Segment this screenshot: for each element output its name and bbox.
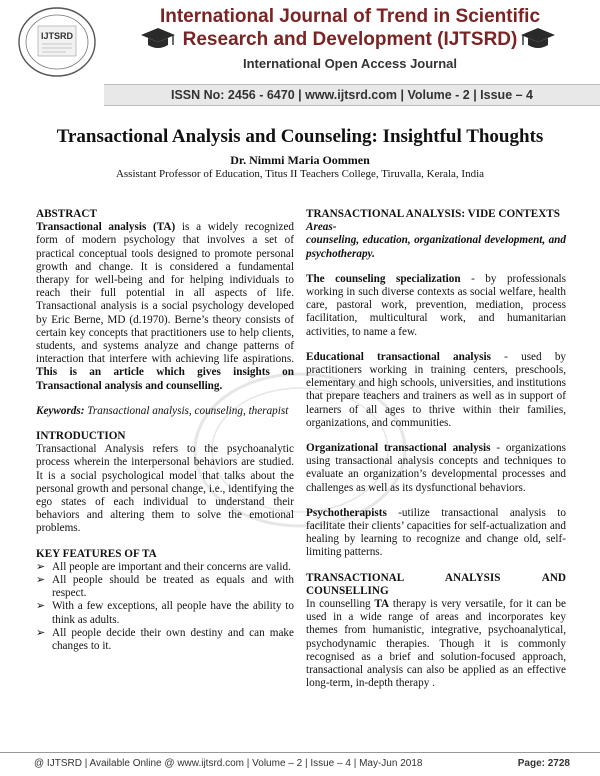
logo-text: IJTSRD [40,31,74,41]
paper-title: Transactional Analysis and Counseling: Insightful Thoughts [56,126,544,147]
keywords-label: Keywords: [36,404,85,417]
journal-title-line2: Research and Development (IJTSRD) [182,29,518,50]
list-item: ➢ All people should be treated as equals and with respect. [36,574,294,600]
counselling-text: In counselling TA therapy is very versatile, for it can be used in a wide range of areas and incorporates key themes from humanistic, integrative, psychoanalytical, psychodynamic therapies. Though it is commonly recognised as a brief and solution-focused approach, transactional analysis can also be applied as an effective long-term, in-depth therapy . [306,598,566,690]
footer-citation: @ IJTSRD | Available Online @ www.ijtsrd.com | Volume – 2 | Issue – 4 | May-Jun 2018 [34,758,423,769]
abstract-text [36,221,294,393]
list-item: ➢ All people decide their own destiny and can make changes to it. [36,626,294,653]
author-name: Dr. Nimmi Maria Oommen [230,153,370,167]
counselling-heading: TRANSACTIONAL ANALYSIS AND COUNSELLING [306,571,566,597]
areas-list: counseling, education, organizational development, and psychotherapy. [306,234,566,260]
page-footer [0,752,600,776]
abstract-closing: This is an article which gives insights on Transactional analysis and counselling. [36,366,294,392]
psychotherapists: Psychotherapists -utilize transactional analysis to facilitate their clients’ capacities for self-actualization and healing by learning to recognize and change old, self-limiting patterns. [306,506,566,559]
introduction-heading: INTRODUCTION [36,430,126,443]
key-features-heading: KEY FEATURES OF TA [36,547,157,560]
contexts-heading: TRANSACTIONAL ANALYSIS: VIDE CONTEXTS [306,208,560,220]
journal-header [0,0,600,88]
key-features-list [36,561,294,653]
left-column [36,208,294,653]
abstract-heading: ABSTRACT [36,208,97,220]
introduction-text: Transactional Analysis refers to the psychoanalytic process wherein the interpersonal behaviors are studied. It is a social psychological model that talks about the personal growth and personal change, i.e., identifying the ego states of each individual to understand their behaviors and altering them to solve the emotional problems. [36,443,294,535]
open-access-label: International Open Access Journal [242,56,458,71]
arrow-bullet-icon: ➢ [36,626,46,639]
page-number: Page: 2728 [517,758,570,769]
keywords [36,405,294,418]
right-column [306,208,566,691]
ijtsrd-seal-logo [16,6,98,78]
counseling-specialization: The counseling specialization - by professionals working in such diverse contexts as social welfare, health care, pastoral work, prevention, mediation, process facilitation, multicultural work, and humanitarian activities, to name a few. [306,272,567,338]
author-affiliation: Assistant Professor of Education, Titus II Teachers College, Tiruvalla, Kerala, India [115,168,485,180]
arrow-bullet-icon: ➢ [36,600,46,613]
list-item: ➢ With a few exceptions, all people have the ability to think as adults. [36,600,294,626]
journal-title-line1: International Journal of Trend in Scientific [159,6,541,27]
areas-text [306,221,566,261]
arrow-bullet-icon: ➢ [36,560,46,573]
keywords-text: Transactional analysis, counseling, therapist [84,404,289,417]
arrow-bullet-icon: ➢ [36,574,46,587]
organizational-ta: Organizational transactional analysis - organizations using transactional analysis concepts and techniques to evaluate an organization’s developmental processes and challenges as well as its dysfunctional behaviors. [306,442,566,494]
abstract-body: is a widely recognized form of modern psychology that involves a set of practical conceptual tools designed to promote personal growth and change. It is considered a fundamental therapy for well-being and for helping individuals to reach their full potential in all aspects of life. Transactional analysis is a social psychology developed by Eric Berne, MD (d.1970). Berne’s theory consists of certain key concepts that practitioners use to help clients, students, and systems analyze and change patterns of interaction that interfere with achieving life aspirations. [36,221,295,366]
areas-label: Areas- [306,221,337,234]
educational-ta: Educational transactional analysis - used by practitioners working in training centers, preschools, elementary and high schools, universities, and institutions that prepare teachers and trainers as well as in support of learners of all ages to thrive within their families, organizations, and communities. [306,350,567,429]
list-item: ➢ All people are important and their concerns are valid. [36,560,291,573]
abstract-lead: Transactional analysis (TA) [36,221,176,234]
issn-bar: ISSN No: 2456 - 6470 | www.ijtsrd.com | Volume - 2 | Issue – 4 [104,84,600,106]
